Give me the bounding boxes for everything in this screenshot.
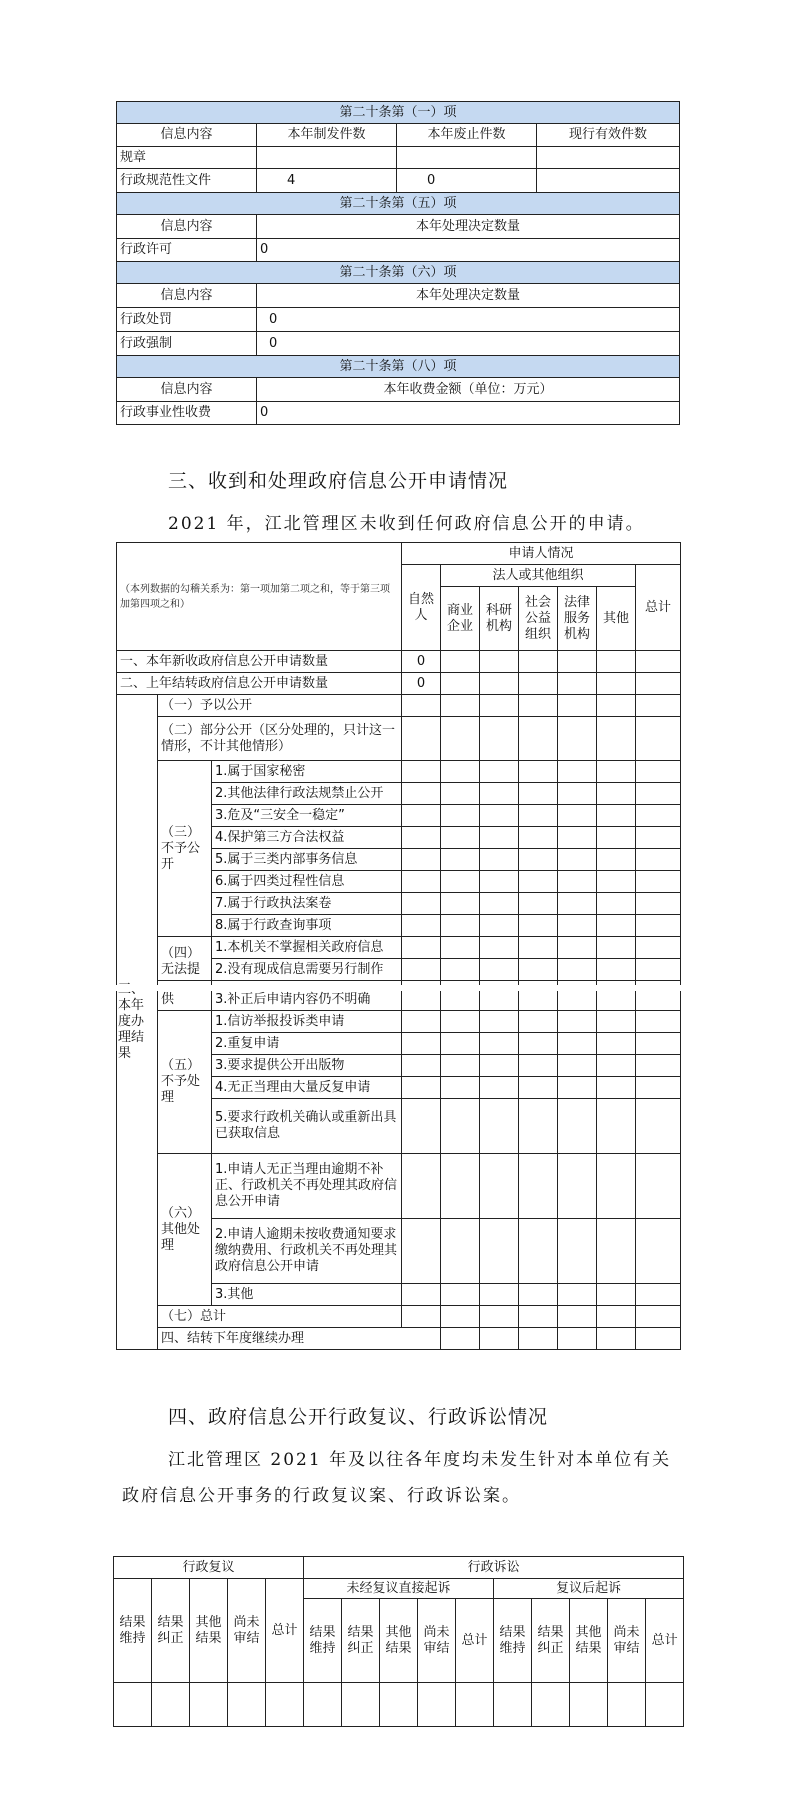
table-applications <box>116 542 681 1350</box>
cell-abolished: 0 <box>397 169 537 193</box>
cell-valid <box>537 169 680 193</box>
header-org-type: 法律服务机构 <box>558 587 597 651</box>
header-col: 结果纠正 <box>532 1599 570 1683</box>
header-natural: 自然人 <box>402 565 441 651</box>
section-title-8: 第二十条第（八）项 <box>117 356 680 378</box>
row-partial: （二）部分公开（区分处理的，只计这一情形，不计其他情形） <box>158 717 402 761</box>
group-not-open: （三）不予公开 <box>158 761 212 937</box>
header-col: 结果纠正 <box>342 1599 380 1683</box>
section-title-6: 第二十条第（六）项 <box>117 262 680 284</box>
header-col: 其他结果 <box>380 1599 418 1683</box>
data-cell <box>114 1683 152 1727</box>
row-label: 行政规范性文件 <box>117 169 257 193</box>
data-cell <box>304 1683 342 1727</box>
section-3-paragraph: 2021 年，江北管理区未收到任何政府信息公开的申请。 <box>168 514 645 534</box>
header-col: 结果维持 <box>114 1579 152 1683</box>
row-label: 行政处罚 <box>117 308 257 332</box>
header-info: 信息内容 <box>117 378 257 402</box>
row-item: 2.重复申请 <box>212 1033 402 1055</box>
data-cell <box>342 1683 380 1727</box>
header-abolished: 本年废止件数 <box>397 124 537 147</box>
header-org-type: 科研机构 <box>480 587 519 651</box>
header-count: 本年处理决定数量 <box>257 284 680 308</box>
group-no-process: （五）不予处理 <box>158 1011 212 1154</box>
group-unable-bottom: 供 <box>158 981 212 1011</box>
data-cell <box>532 1683 570 1727</box>
header-col: 结果纠正 <box>152 1579 190 1683</box>
row-item: 8.属于行政查询事项 <box>212 915 402 937</box>
group-unable-top: （四）无法提 <box>158 937 212 981</box>
cell-value: 0 <box>257 402 680 425</box>
row-label: 行政事业性收费 <box>117 402 257 425</box>
data-cell <box>190 1683 228 1727</box>
header-info: 信息内容 <box>117 124 257 147</box>
header-direct: 未经复议直接起诉 <box>304 1579 494 1599</box>
cell-made <box>257 147 397 169</box>
row-new: 一、本年新收政府信息公开申请数量 <box>117 651 402 673</box>
header-col: 结果维持 <box>304 1599 342 1683</box>
row-item: 4.保护第三方合法权益 <box>212 827 402 849</box>
header-col: 尚未审结 <box>418 1599 456 1683</box>
section-4-paragraph: 江北管理区 2021 年及以往各年度均未发生针对本单位有关政府信息公开事务的行政复议案、行政诉讼案。 <box>122 1450 672 1506</box>
row-item: 5.属于三类内部事务信息 <box>212 849 402 871</box>
header-col: 总计 <box>266 1579 304 1683</box>
header-info: 信息内容 <box>117 284 257 308</box>
cell-made: 4 <box>257 169 397 193</box>
data-cell <box>608 1683 646 1727</box>
header-applicant: 申请人情况 <box>402 543 681 565</box>
row-item: 3.补正后申请内容仍不明确 <box>212 981 402 1011</box>
row-label: 行政强制 <box>117 332 257 356</box>
row-item: 3.危及“三安全一稳定” <box>212 805 402 827</box>
cell-abolished <box>397 147 537 169</box>
row-item: 6.属于四类过程性信息 <box>212 871 402 893</box>
header-org-type: 商业企业 <box>441 587 480 651</box>
row-label: 规章 <box>117 147 257 169</box>
cell-value: 0 <box>257 332 680 356</box>
data-cell <box>152 1683 190 1727</box>
row-item: 4.无正当理由大量反复申请 <box>212 1077 402 1099</box>
row-carryover: 二、上年结转政府信息公开申请数量 <box>117 673 402 695</box>
data-cell <box>646 1683 684 1727</box>
row-item: 3.其他 <box>212 1284 402 1306</box>
header-after: 复议后起诉 <box>494 1579 684 1599</box>
cell-value: 0 <box>257 308 680 332</box>
cell-natural: 0 <box>402 651 441 673</box>
cell-natural: 0 <box>402 673 441 695</box>
header-col: 总计 <box>456 1599 494 1683</box>
header-litigation: 行政诉讼 <box>304 1557 684 1579</box>
data-cell <box>418 1683 456 1727</box>
row-item: 1.申请人无正当理由逾期不补正、行政机关不再处理其政府信息公开申请 <box>212 1154 402 1219</box>
row-item: 2.其他法律行政法规禁止公开 <box>212 783 402 805</box>
header-valid: 现行有效件数 <box>537 124 680 147</box>
row-item: 7.属于行政执法案卷 <box>212 893 402 915</box>
header-count: 本年处理决定数量 <box>257 215 680 239</box>
section-title-1: 第二十条第（一）项 <box>117 102 680 124</box>
section-4-heading: 四、政府信息公开行政复议、行政诉讼情况 <box>168 1406 549 1428</box>
header-org-type: 其他 <box>597 587 636 651</box>
header-org-type: 社会公益组织 <box>519 587 558 651</box>
header-info: 信息内容 <box>117 215 257 239</box>
row-open: （一）予以公开 <box>158 695 402 717</box>
section-title-5: 第二十条第（五）项 <box>117 193 680 215</box>
header-col: 总计 <box>646 1599 684 1683</box>
row-item: 1.本机关不掌握相关政府信息 <box>212 937 402 959</box>
row-item: 2.没有现成信息需要另行制作 <box>212 959 402 981</box>
group-other: （六）其他处理 <box>158 1154 212 1306</box>
data-cell <box>570 1683 608 1727</box>
data-cell <box>380 1683 418 1727</box>
header-review: 行政复议 <box>114 1557 304 1579</box>
header-col: 尚未审结 <box>228 1579 266 1683</box>
row-total: （七）总计 <box>158 1306 402 1328</box>
row-item: 3.要求提供公开出版物 <box>212 1055 402 1077</box>
header-col: 尚未审结 <box>608 1599 646 1683</box>
data-cell <box>228 1683 266 1727</box>
group-results: 本年度办理结果 <box>117 695 158 1350</box>
header-col: 其他结果 <box>570 1599 608 1683</box>
data-cell <box>456 1683 494 1727</box>
header-total: 总计 <box>636 565 681 651</box>
data-cell <box>494 1683 532 1727</box>
row-item: 2.申请人逾期未按收费通知要求缴纳费用、行政机关不再处理其政府信息公开申请 <box>212 1219 402 1284</box>
page-break-gap <box>110 985 690 991</box>
header-legal-org: 法人或其他组织 <box>441 565 636 587</box>
table-article-20 <box>116 101 680 425</box>
note-cell: （本列数据的勾稽关系为：第一项加第二项之和，等于第三项加第四项之和） <box>117 543 402 651</box>
row-item: 5.要求行政机关确认或重新出具已获取信息 <box>212 1099 402 1154</box>
row-item: 1.属于国家秘密 <box>212 761 402 783</box>
cell-valid <box>537 147 680 169</box>
header-fee: 本年收费金额（单位：万元） <box>257 378 680 402</box>
header-made: 本年制发件数 <box>257 124 397 147</box>
table-review-litigation <box>113 1556 684 1727</box>
cell-value: 0 <box>257 239 680 262</box>
data-cell <box>266 1683 304 1727</box>
header-col: 其他结果 <box>190 1579 228 1683</box>
header-col: 结果维持 <box>494 1599 532 1683</box>
row-item: 1.信访举报投诉类申请 <box>212 1011 402 1033</box>
row-next-year: 四、结转下年度继续办理 <box>158 1328 441 1350</box>
row-label: 行政许可 <box>117 239 257 262</box>
section-3-heading: 三、收到和处理政府信息公开申请情况 <box>168 470 509 492</box>
